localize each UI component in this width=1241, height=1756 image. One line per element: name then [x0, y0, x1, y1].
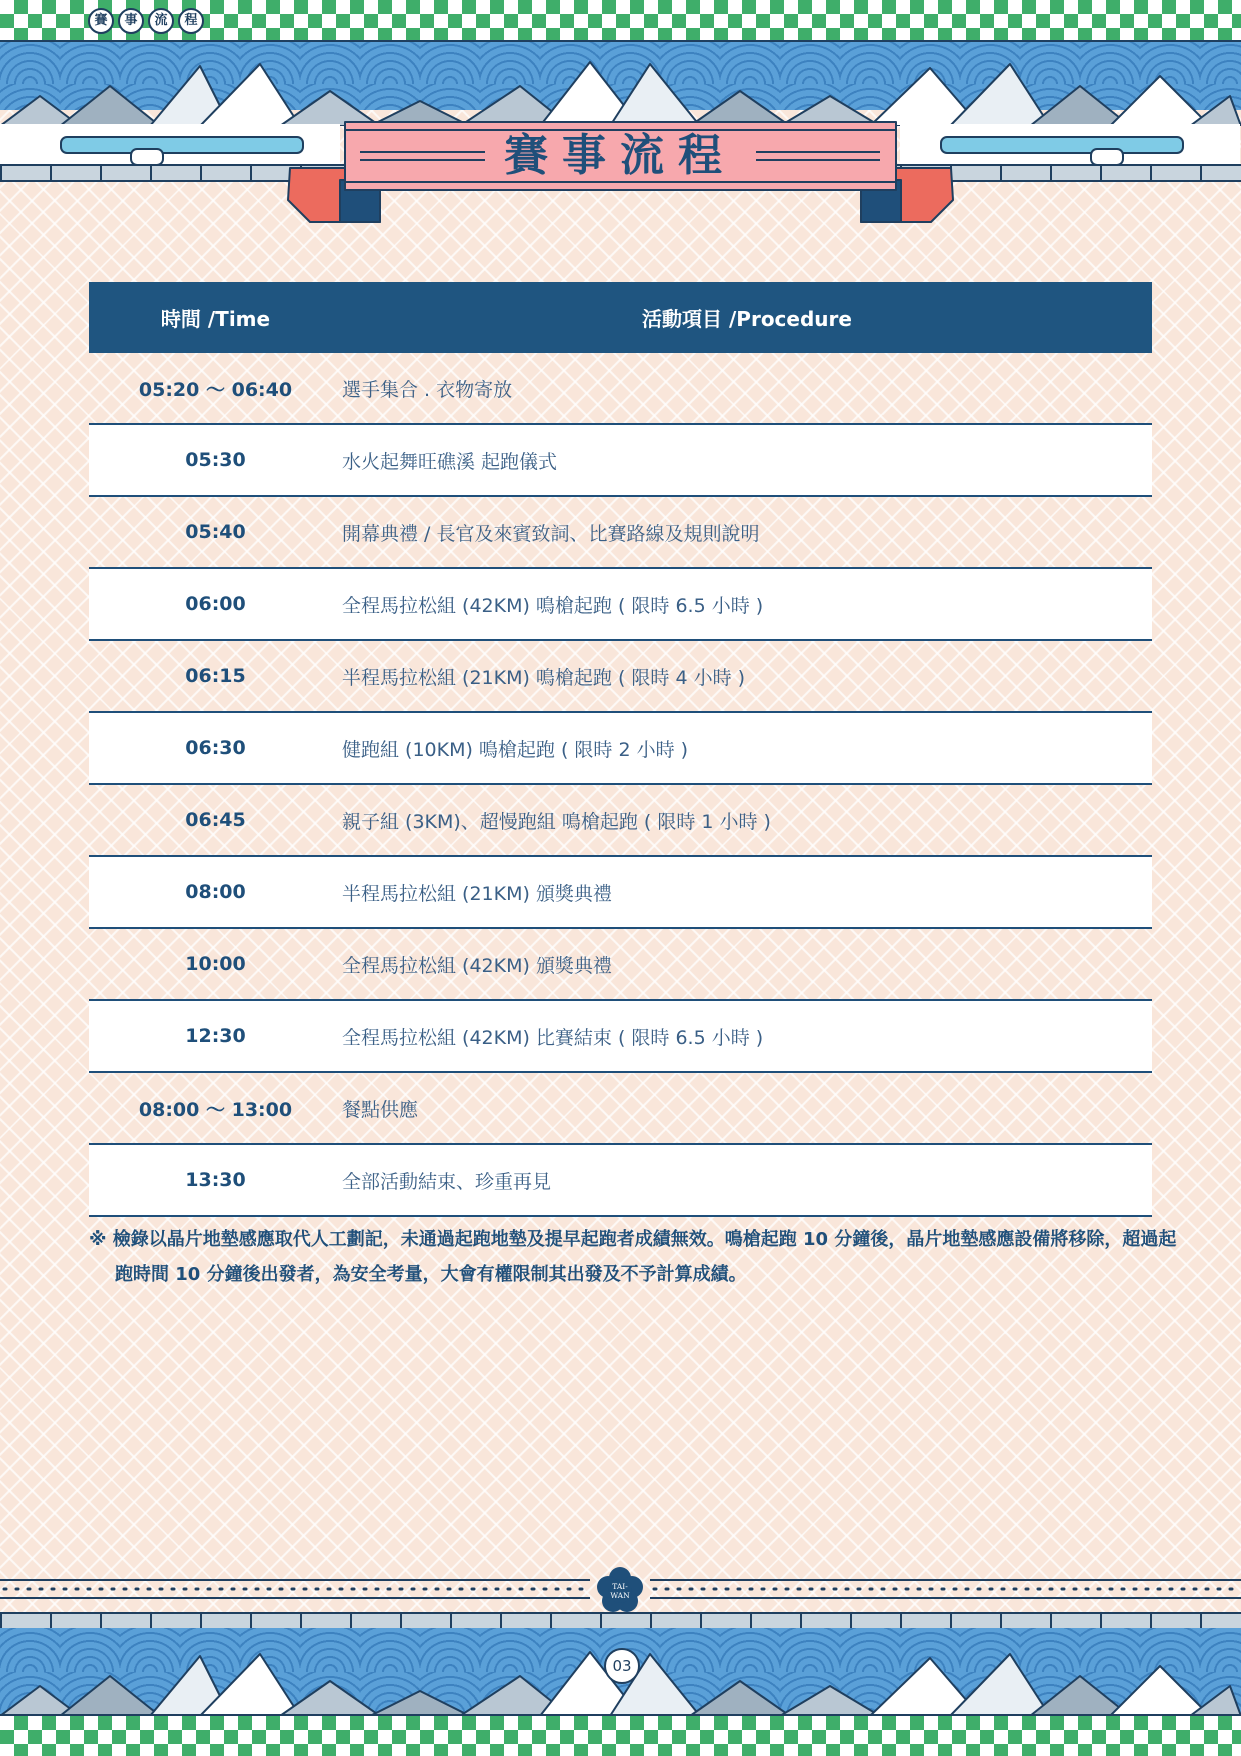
- table-row: [89, 568, 1152, 640]
- row-procedure: 全程馬拉松組 (42KM) 頒獎典禮: [342, 928, 1152, 1000]
- logo-text-line1: TAI-: [612, 1582, 628, 1591]
- row-procedure: 選手集合 . 衣物寄放: [342, 353, 1152, 424]
- table-row: [89, 1072, 1152, 1144]
- row-procedure: 親子組 (3KM)、超慢跑組 鳴槍起跑 ( 限時 1 小時 ): [342, 784, 1152, 856]
- table-row: [89, 856, 1152, 928]
- table-row: [89, 353, 1152, 424]
- taiwan-logo-icon: [596, 1566, 644, 1614]
- table-row: [89, 496, 1152, 568]
- row-time: 06:15: [89, 640, 342, 712]
- row-time: 06:00: [89, 568, 342, 640]
- row-time: 08:00: [89, 856, 342, 928]
- row-procedure: 全部活動結束、珍重再見: [342, 1144, 1152, 1216]
- badge-char-3: 流: [148, 8, 174, 34]
- row-time: 08:00 ～ 13:00: [89, 1072, 342, 1144]
- bottom-checker-border: [0, 1714, 1241, 1756]
- row-procedure: 健跑組 (10KM) 鳴槍起跑 ( 限時 2 小時 ): [342, 712, 1152, 784]
- row-time: 10:00: [89, 928, 342, 1000]
- logo-text-line2: WAN: [610, 1591, 630, 1600]
- row-time: 13:30: [89, 1144, 342, 1216]
- table-row: [89, 640, 1152, 712]
- time-column-header: 時間 /Time: [89, 282, 342, 353]
- row-procedure: 全程馬拉松組 (42KM) 鳴槍起跑 ( 限時 6.5 小時 ): [342, 568, 1152, 640]
- procedure-column-header: 活動項目 /Procedure: [342, 282, 1152, 353]
- row-procedure: 水火起舞旺礁溪 起跑儀式: [342, 424, 1152, 496]
- badge-char-2: 事: [118, 8, 144, 34]
- row-time: 06:30: [89, 712, 342, 784]
- row-procedure: 餐點供應: [342, 1072, 1152, 1144]
- row-time: 12:30: [89, 1000, 342, 1072]
- table-header-row: [89, 282, 1152, 353]
- table-row: [89, 1000, 1152, 1072]
- row-time: 05:40: [89, 496, 342, 568]
- page-number: 03: [604, 1648, 640, 1684]
- row-procedure: 半程馬拉松組 (21KM) 頒獎典禮: [342, 856, 1152, 928]
- row-procedure: 全程馬拉松組 (42KM) 比賽結束 ( 限時 6.5 小時 ): [342, 1000, 1152, 1072]
- table-row: [89, 928, 1152, 1000]
- row-procedure: 開幕典禮 / 長官及來賓致詞、比賽路線及規則說明: [342, 496, 1152, 568]
- footnote: ※ 檢錄以晶片地墊感應取代人工劃記，未通過起跑地墊及提早起跑者成績無效。鳴槍起跑 10 分鐘後，晶片地墊感應設備將移除，超過起跑時間 10 分鐘後出發者，為安全考量，大會有權限制其出發及不予計算成績。: [89, 1229, 1177, 1285]
- badge-char-1: 賽: [88, 8, 114, 34]
- page-title: 賽事流程: [504, 130, 736, 181]
- title-ribbon: [0, 0, 1241, 230]
- row-time: 06:45: [89, 784, 342, 856]
- header-badge: [88, 8, 204, 34]
- row-procedure: 半程馬拉松組 (21KM) 鳴槍起跑 ( 限時 4 小時 ): [342, 640, 1152, 712]
- row-time: 05:30: [89, 424, 342, 496]
- table-row: [89, 784, 1152, 856]
- row-time: 05:20 ～ 06:40: [89, 353, 342, 424]
- table-row: [89, 712, 1152, 784]
- schedule-table: [89, 282, 1152, 1217]
- badge-char-4: 程: [178, 8, 204, 34]
- table-row: [89, 424, 1152, 496]
- table-row: [89, 1144, 1152, 1216]
